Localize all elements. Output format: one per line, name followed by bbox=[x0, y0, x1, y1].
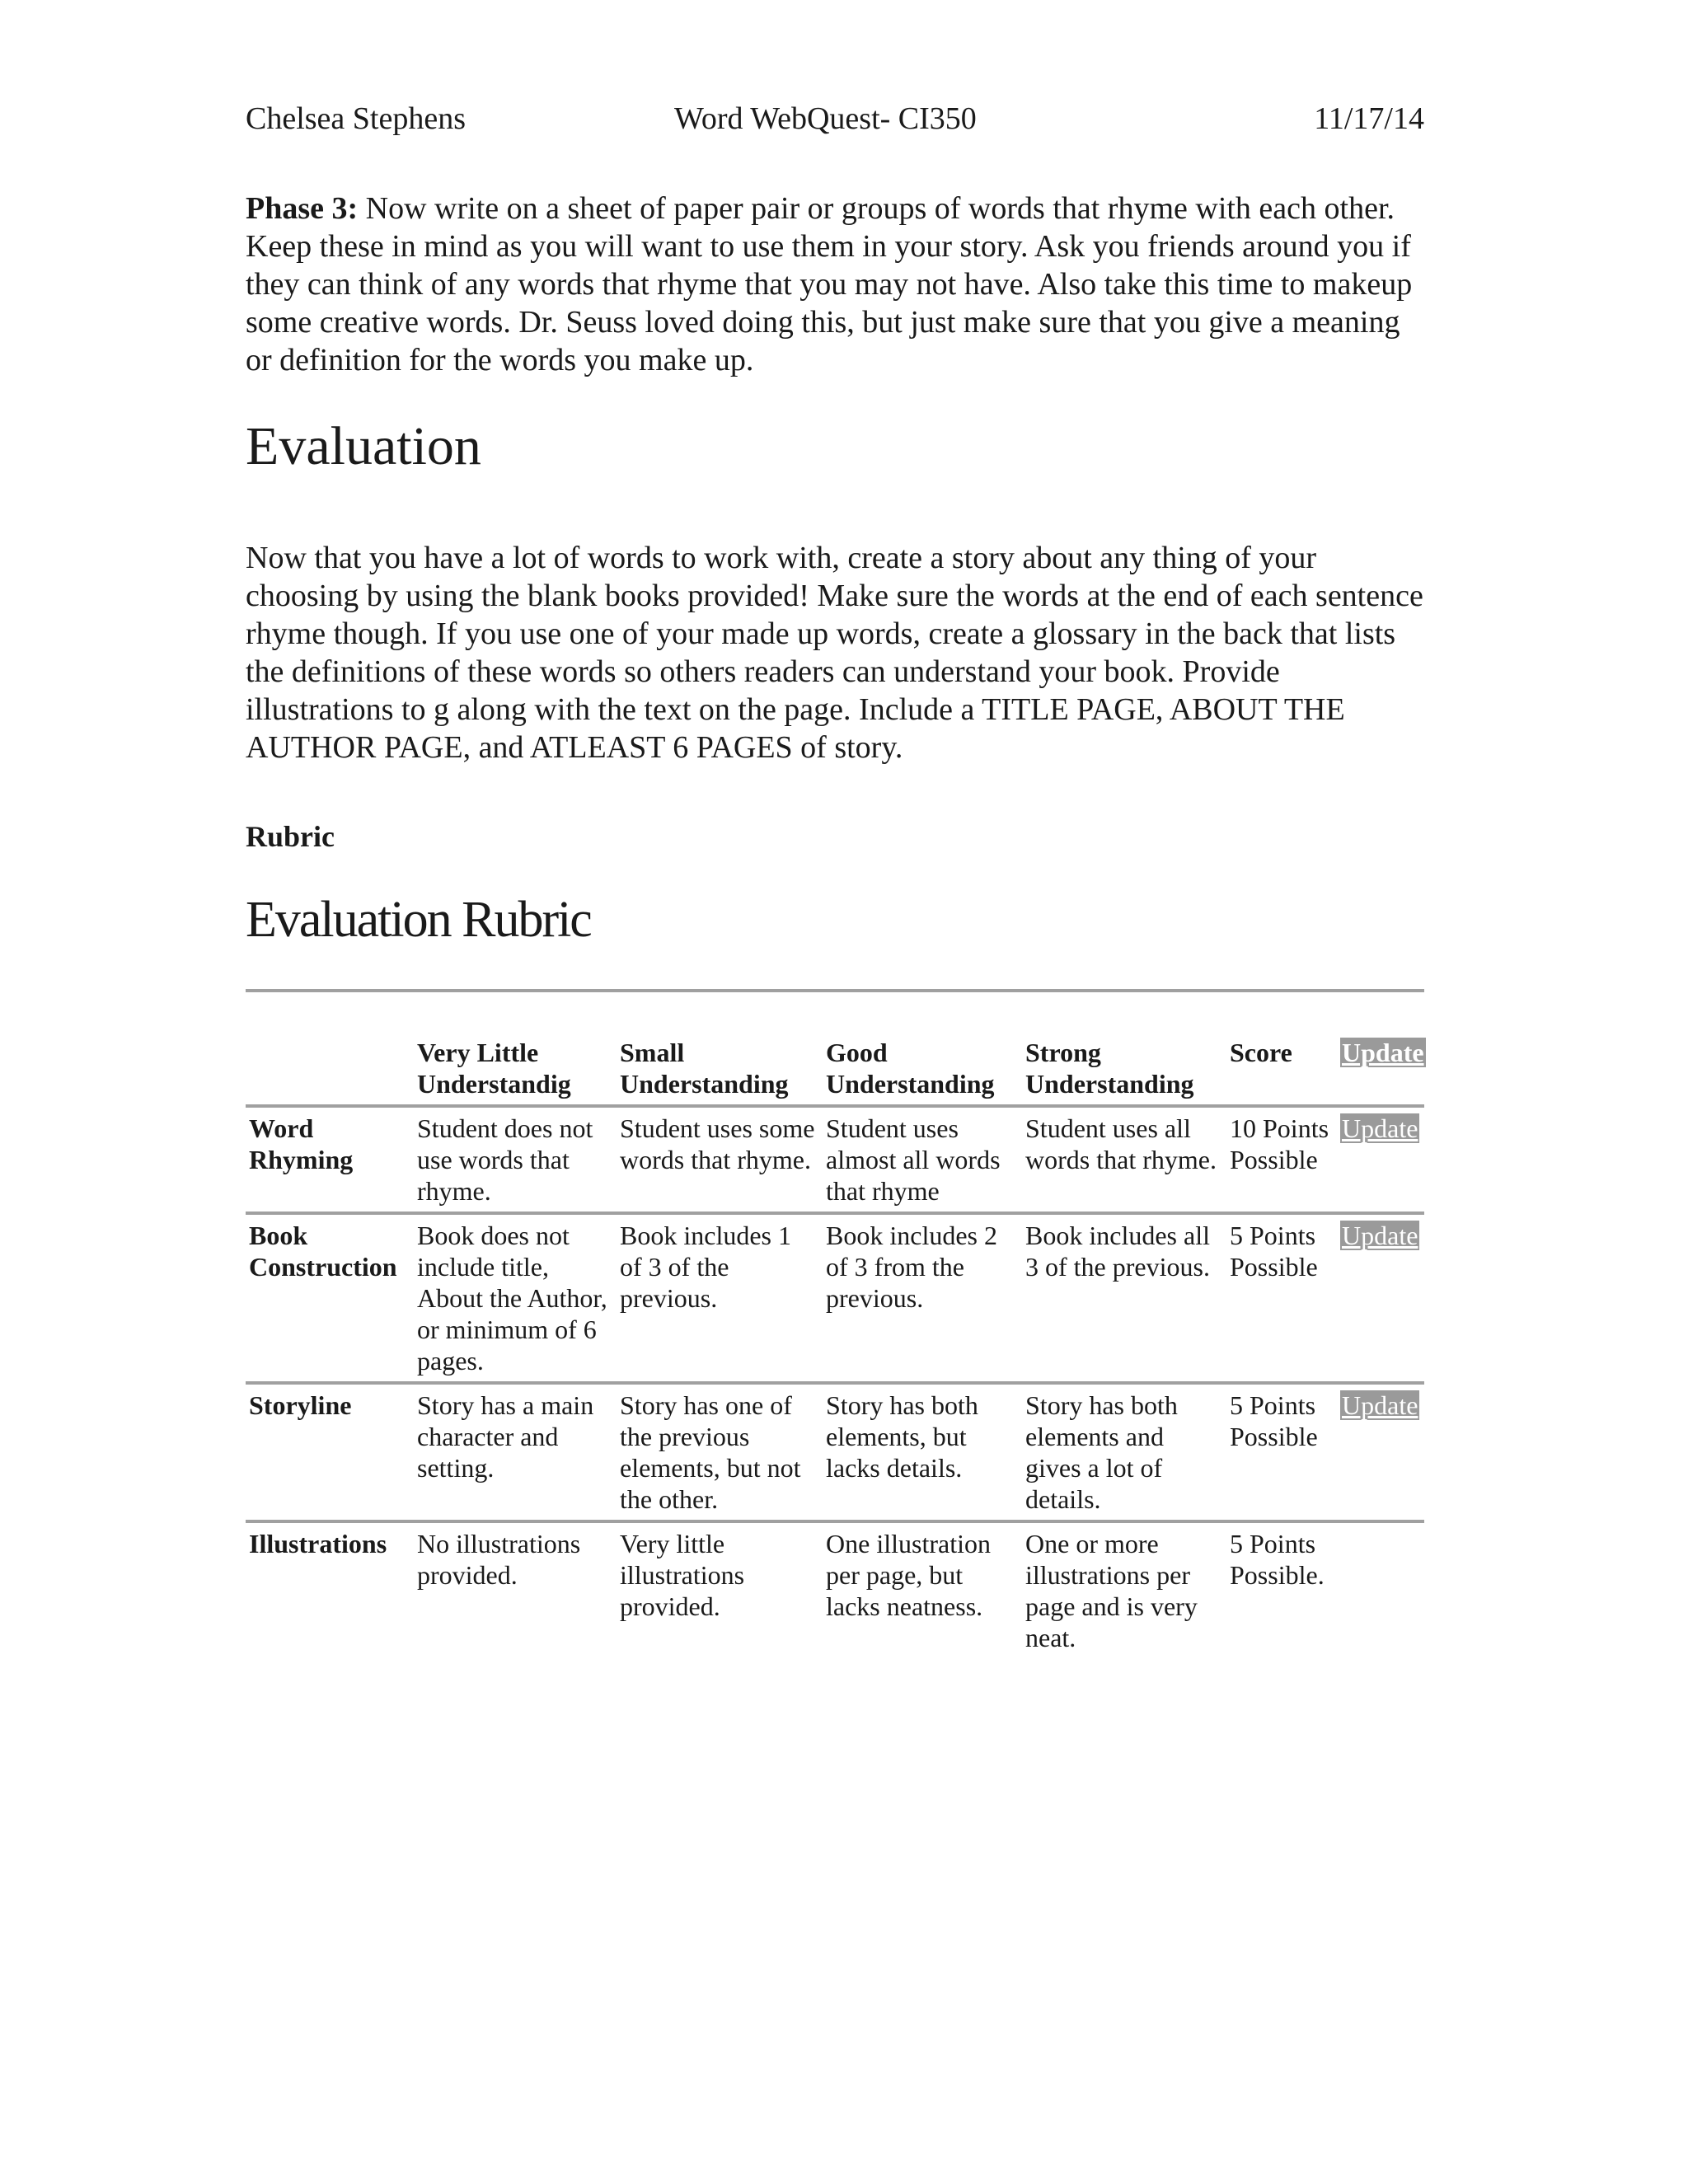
header-title: Word WebQuest- CI350 bbox=[674, 101, 977, 136]
row-score: 5 Points Possible bbox=[1226, 1213, 1337, 1383]
evaluation-heading: Evaluation bbox=[246, 416, 481, 476]
row-score: 10 Points Possible bbox=[1226, 1106, 1337, 1213]
phase3-label: Phase 3: bbox=[246, 191, 359, 226]
table-row bbox=[246, 1213, 1424, 1383]
row-cell: One or more illustrations per page and is very neat. bbox=[1022, 1521, 1226, 1658]
update-cell bbox=[1337, 1213, 1424, 1383]
rubric-label: Rubric bbox=[246, 820, 335, 853]
rubric-title: Evaluation Rubric bbox=[246, 892, 591, 948]
column-header-strong: Strong Understanding bbox=[1025, 1038, 1194, 1099]
header-date: 11/17/14 bbox=[1314, 101, 1424, 136]
table-row bbox=[246, 1106, 1424, 1213]
header-author: Chelsea Stephens bbox=[246, 101, 467, 136]
row-cell: Very little illustrations provided. bbox=[617, 1521, 823, 1658]
column-header-blank bbox=[246, 1032, 414, 1106]
update-link[interactable]: Update bbox=[1342, 1390, 1418, 1420]
page-header bbox=[246, 97, 1424, 140]
row-criterion: Book Construction bbox=[246, 1213, 414, 1383]
row-cell: Student uses almost all words that rhyme bbox=[823, 1106, 1022, 1213]
row-cell: Book does not include title, About the Author, or minimum of 6 pages. bbox=[414, 1213, 617, 1383]
column-header-very-little: Very Little Understandig bbox=[417, 1038, 571, 1099]
phase3-text: Now write on a sheet of paper pair or groups of words that rhyme with each other. Keep these in mind as you will want to use them in your story. Ask you friends around you if they can think of any words that rhyme that you may not have. Also take this time to makeup some creative words. Dr. Seuss loved doing this, but just make sure that you give a meaning or definition for the words you make up. bbox=[246, 191, 1413, 377]
row-cell: Story has both elements and gives a lot of details. bbox=[1022, 1383, 1226, 1521]
evaluation-paragraph: Now that you have a lot of words to work with, create a story about any thing of your choosing by using the blank books provided! Make sure the words at the end of each sentence rhyme though. If you use one of your made up words, create a glossary in the back that lists the definitions of these words so others readers can understand your book. Provide illustrations to g along with the text on the page. Include a TITLE PAGE, ABOUT THE AUTHOR PAGE, and ATLEAST 6 PAGES of story. bbox=[246, 541, 1423, 765]
row-cell: Story has both elements, but lacks details. bbox=[823, 1383, 1022, 1521]
update-link[interactable]: Update bbox=[1342, 1038, 1424, 1067]
update-cell bbox=[1337, 1383, 1424, 1521]
row-criterion: Storyline bbox=[246, 1383, 414, 1521]
row-cell: Story has one of the previous elements, but not the other. bbox=[617, 1383, 823, 1521]
row-score: 5 Points Possible bbox=[1226, 1383, 1337, 1521]
row-cell: Story has a main character and setting. bbox=[414, 1383, 617, 1521]
rubric-divider bbox=[246, 989, 1424, 992]
phase3-paragraph bbox=[246, 190, 1424, 379]
table-row bbox=[246, 1521, 1424, 1658]
row-cell: Student does not use words that rhyme. bbox=[414, 1106, 617, 1213]
table-row bbox=[246, 1383, 1424, 1521]
row-cell: Student uses all words that rhyme. bbox=[1022, 1106, 1226, 1213]
column-header-score: Score bbox=[1230, 1038, 1292, 1067]
column-header-small: Small Understanding bbox=[620, 1038, 789, 1099]
row-cell: No illustrations provided. bbox=[414, 1521, 617, 1658]
update-cell bbox=[1337, 1032, 1424, 1106]
update-link[interactable]: Update bbox=[1342, 1221, 1418, 1250]
rubric-header-row bbox=[246, 1032, 1424, 1106]
column-header-good: Good Understanding bbox=[826, 1038, 995, 1099]
document-page bbox=[246, 97, 1424, 1658]
row-criterion: Word Rhyming bbox=[246, 1106, 414, 1213]
empty-cell bbox=[1337, 1521, 1424, 1658]
update-cell bbox=[1337, 1106, 1424, 1213]
row-criterion: Illustrations bbox=[246, 1521, 414, 1658]
row-cell: Book includes 2 of 3 from the previous. bbox=[823, 1213, 1022, 1383]
row-score: 5 Points Possible. bbox=[1226, 1521, 1337, 1658]
row-cell: Student uses some words that rhyme. bbox=[617, 1106, 823, 1213]
row-cell: Book includes all 3 of the previous. bbox=[1022, 1213, 1226, 1383]
update-link[interactable]: Update bbox=[1342, 1113, 1418, 1143]
row-cell: Book includes 1 of 3 of the previous. bbox=[617, 1213, 823, 1383]
rubric-table bbox=[246, 1032, 1424, 1658]
row-cell: One illustration per page, but lacks neatness. bbox=[823, 1521, 1022, 1658]
